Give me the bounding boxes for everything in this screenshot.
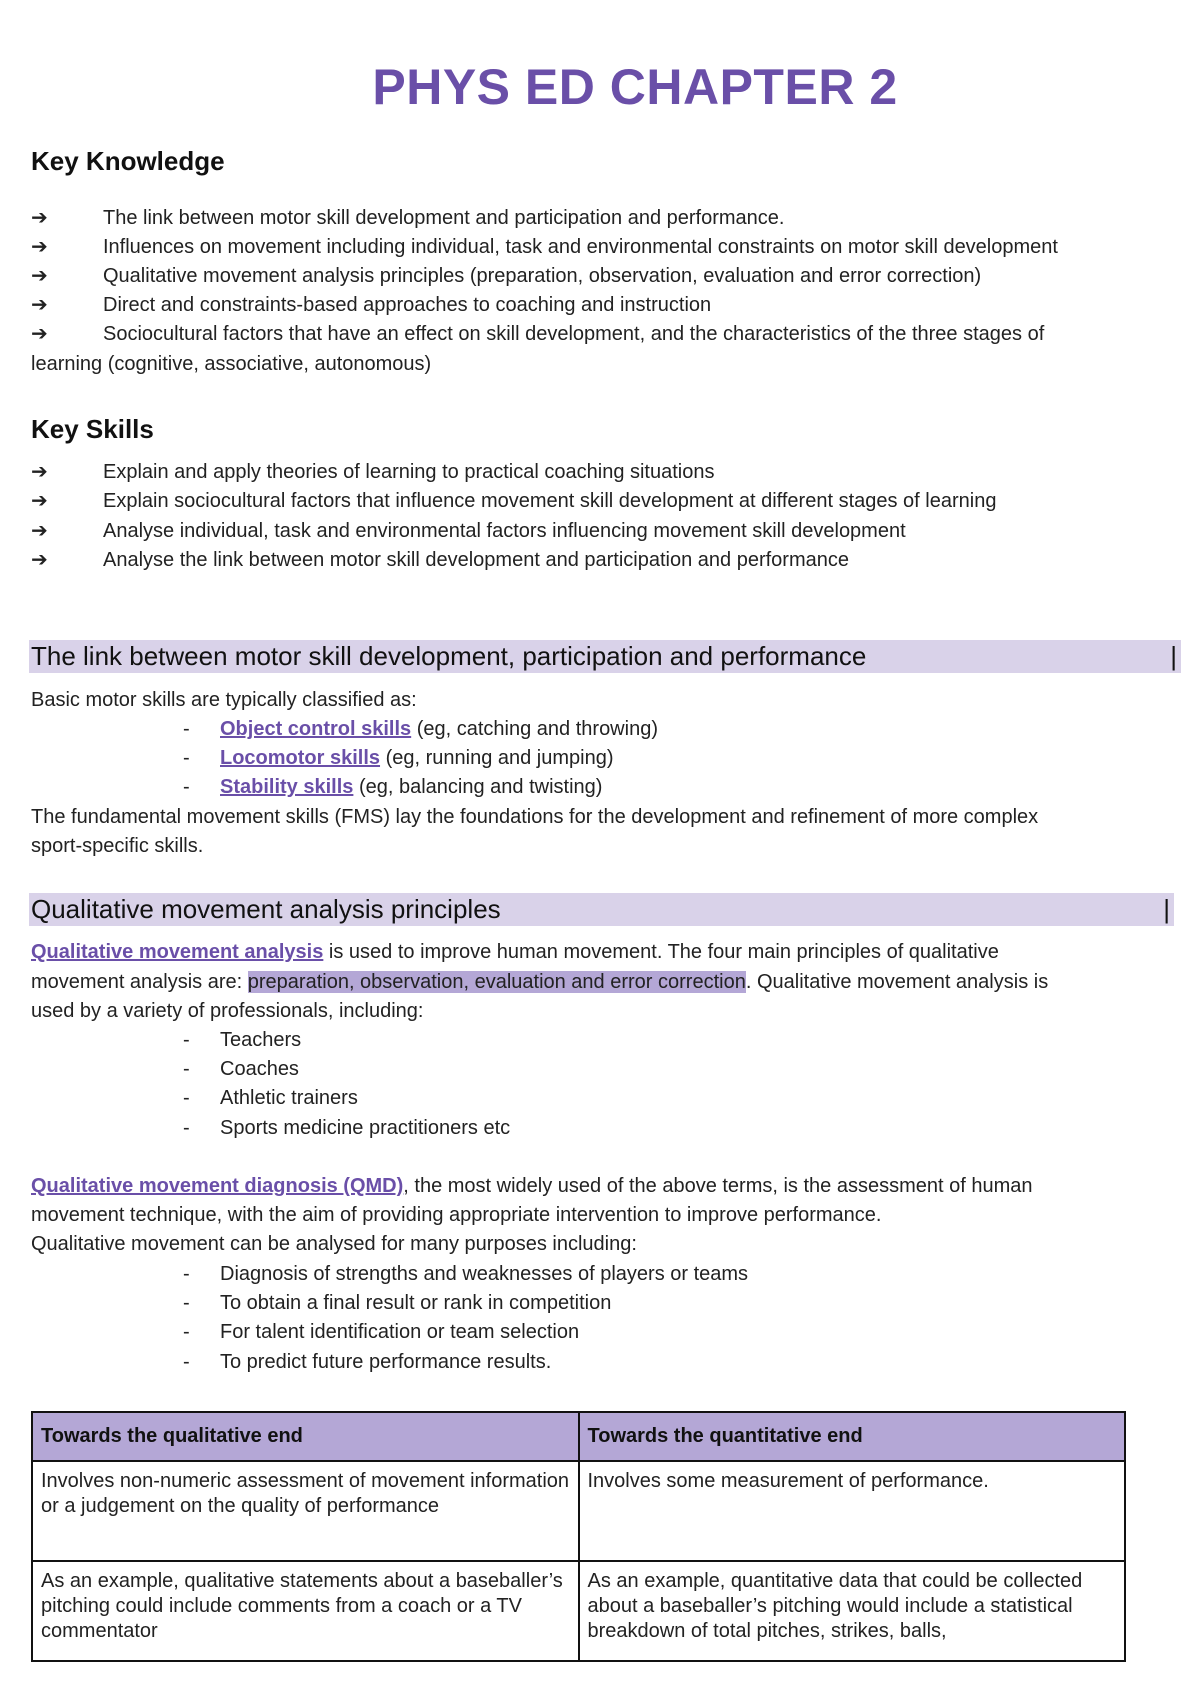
qmd-paragraph-line bbox=[31, 1172, 1033, 1201]
purpose-list-item bbox=[183, 1289, 611, 1318]
key-skills-item-text: Explain and apply theories of learning to practical coaching situations bbox=[103, 461, 715, 483]
arrow-icon: ➔ bbox=[31, 294, 48, 316]
skill-description: (eg, balancing and twisting) bbox=[353, 776, 603, 798]
dash-marker: - bbox=[183, 1351, 190, 1373]
key-knowledge-item bbox=[31, 291, 711, 320]
table-cell: As an example, quantitative data that could be collected about a baseballer’s pitching would include a statistical breakdown of total pitches, strikes, balls, bbox=[579, 1561, 1126, 1661]
arrow-icon: ➔ bbox=[31, 520, 48, 542]
dash-marker: - bbox=[183, 1029, 190, 1051]
qualitative-movement-analysis-link[interactable]: Qualitative movement analysis bbox=[31, 941, 324, 963]
key-knowledge-item-text: Influences on movement including individual, task and environmental constraints on motor skill development bbox=[103, 236, 1058, 258]
dash-marker: - bbox=[183, 1263, 190, 1285]
key-knowledge-item bbox=[31, 233, 1058, 262]
key-knowledge-item-text: Qualitative movement analysis principles (preparation, observation, evaluation and error correction) bbox=[103, 265, 982, 287]
key-knowledge-item-text: The link between motor skill development and participation and performance. bbox=[103, 207, 785, 229]
professional-text: Teachers bbox=[220, 1029, 302, 1051]
dash-marker: - bbox=[183, 1058, 190, 1080]
dash-marker: - bbox=[183, 747, 190, 769]
purposes-intro: Qualitative movement can be analysed for many purposes including: bbox=[31, 1233, 637, 1255]
key-knowledge-item bbox=[31, 262, 981, 291]
page-title: PHYS ED CHAPTER 2 bbox=[372, 59, 898, 115]
qma-paragraph-line bbox=[31, 938, 999, 967]
purpose-text: To obtain a final result or rank in competition bbox=[220, 1292, 612, 1314]
section-heading-bar: | bbox=[1170, 641, 1177, 671]
key-knowledge-item bbox=[31, 204, 784, 233]
section-heading-band bbox=[29, 893, 1174, 926]
arrow-icon: ➔ bbox=[31, 236, 48, 258]
table-header-row bbox=[32, 1412, 1125, 1461]
qma-paragraph-line: used by a variety of professionals, including: bbox=[31, 1000, 424, 1022]
qma-paragraph-line bbox=[31, 968, 1048, 997]
key-knowledge-item-text: Direct and constraints-based approaches to coaching and instruction bbox=[103, 294, 712, 316]
section-heading-bar: | bbox=[1163, 894, 1170, 924]
qmd-paragraph-line: movement technique, with the aim of providing appropriate intervention to improve performance. bbox=[31, 1204, 882, 1226]
table-header-quantitative: Towards the quantitative end bbox=[579, 1412, 1126, 1461]
skill-description: (eg, catching and throwing) bbox=[411, 718, 658, 740]
professional-list-item bbox=[183, 1084, 358, 1113]
dash-marker: - bbox=[183, 1117, 190, 1139]
fms-text-line: sport-specific skills. bbox=[31, 835, 204, 857]
qma-text: movement analysis are: bbox=[31, 971, 248, 993]
arrow-icon: ➔ bbox=[31, 549, 48, 571]
skill-description: (eg, running and jumping) bbox=[380, 747, 614, 769]
purpose-text: For talent identification or team selection bbox=[220, 1321, 580, 1343]
key-skills-heading: Key Skills bbox=[31, 414, 154, 444]
professional-list-item bbox=[183, 1055, 299, 1084]
key-skills-item bbox=[31, 487, 996, 516]
key-skills-item-text: Analyse the link between motor skill development and participation and performance bbox=[103, 549, 849, 571]
table-row bbox=[32, 1561, 1125, 1661]
arrow-icon: ➔ bbox=[31, 490, 48, 512]
table-header-qualitative: Towards the qualitative end bbox=[32, 1412, 579, 1461]
dash-marker: - bbox=[183, 1292, 190, 1314]
key-knowledge-item-text: Sociocultural factors that have an effect on skill development, and the characteristics of the three stages of bbox=[103, 323, 1045, 345]
purpose-list-item bbox=[183, 1348, 551, 1377]
qualitative-quantitative-table bbox=[31, 1411, 1126, 1662]
qualitative-movement-diagnosis-link[interactable]: Qualitative movement diagnosis (QMD) bbox=[31, 1175, 404, 1197]
object-control-skills-link[interactable]: Object control skills bbox=[220, 718, 412, 740]
key-skills-item-text: Explain sociocultural factors that influence movement skill development at different stages of learning bbox=[103, 490, 997, 512]
key-knowledge-continuation: learning (cognitive, associative, autonomous) bbox=[31, 353, 432, 375]
key-skills-item-text: Analyse individual, task and environmental factors influencing movement skill development bbox=[103, 520, 906, 542]
professional-text: Athletic trainers bbox=[220, 1087, 358, 1109]
key-skills-item bbox=[31, 546, 849, 575]
skill-list-item bbox=[183, 744, 614, 773]
qma-text: . Qualitative movement analysis is bbox=[745, 971, 1049, 993]
arrow-icon: ➔ bbox=[31, 265, 48, 287]
dash-marker: - bbox=[183, 776, 190, 798]
highlighted-principles: preparation, observation, evaluation and error correction bbox=[247, 971, 746, 993]
section-heading-band bbox=[29, 640, 1181, 673]
professional-text: Coaches bbox=[220, 1058, 299, 1080]
purpose-text: Diagnosis of strengths and weaknesses of players or teams bbox=[220, 1263, 749, 1285]
professional-text: Sports medicine practitioners etc bbox=[220, 1117, 511, 1139]
purpose-text: To predict future performance results. bbox=[220, 1351, 552, 1373]
stability-skills-link[interactable]: Stability skills bbox=[220, 776, 354, 798]
arrow-icon: ➔ bbox=[31, 323, 48, 345]
locomotor-skills-link[interactable]: Locomotor skills bbox=[220, 747, 381, 769]
professional-list-item bbox=[183, 1026, 301, 1055]
dash-marker: - bbox=[183, 1087, 190, 1109]
skill-list-item bbox=[183, 773, 602, 802]
professional-list-item bbox=[183, 1114, 510, 1143]
key-knowledge-heading: Key Knowledge bbox=[31, 146, 225, 176]
arrow-icon: ➔ bbox=[31, 461, 48, 483]
arrow-icon: ➔ bbox=[31, 207, 48, 229]
section-heading: The link between motor skill development, participation and performance bbox=[31, 641, 867, 671]
table-cell: Involves non-numeric assessment of movement information or a judgement on the quality of performance bbox=[32, 1461, 579, 1561]
key-knowledge-item bbox=[31, 320, 1044, 349]
section-heading: Qualitative movement analysis principles bbox=[31, 894, 501, 924]
table-row bbox=[32, 1461, 1125, 1561]
skill-list-item bbox=[183, 715, 658, 744]
key-skills-item bbox=[31, 458, 714, 487]
table-cell: As an example, qualitative statements about a baseballer’s pitching could include comments from a coach or a TV commentator bbox=[32, 1561, 579, 1661]
purpose-list-item bbox=[183, 1260, 748, 1289]
table-cell: Involves some measurement of performance. bbox=[579, 1461, 1126, 1561]
fms-text-line: The fundamental movement skills (FMS) lay the foundations for the development and refinement of more complex bbox=[31, 806, 1039, 828]
dash-marker: - bbox=[183, 1321, 190, 1343]
purpose-list-item bbox=[183, 1318, 579, 1347]
qma-text: is used to improve human movement. The four main principles of qualitative bbox=[323, 941, 999, 963]
key-skills-item bbox=[31, 517, 906, 546]
dash-marker: - bbox=[183, 718, 190, 740]
section1-intro: Basic motor skills are typically classified as: bbox=[31, 689, 417, 711]
qmd-text: , the most widely used of the above terms, is the assessment of human bbox=[403, 1175, 1033, 1197]
